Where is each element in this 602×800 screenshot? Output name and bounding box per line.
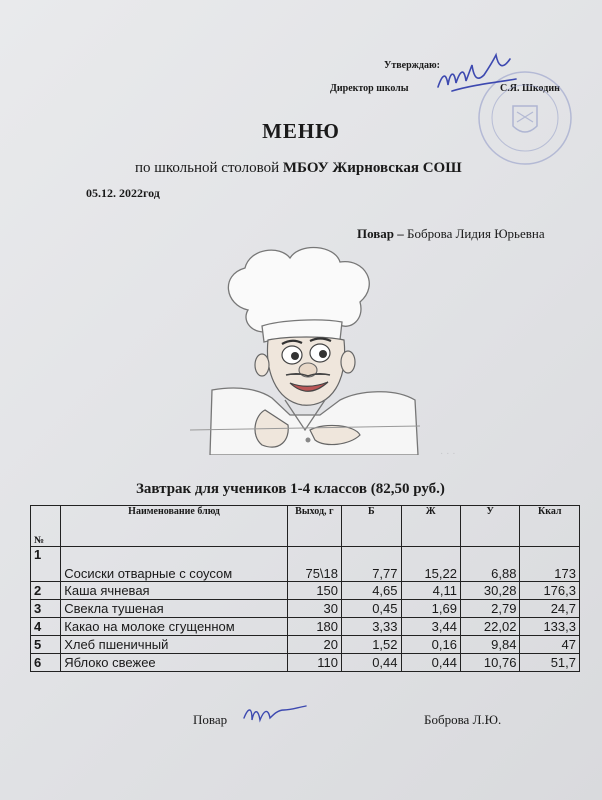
header-name: Наименование блюд [61, 506, 287, 547]
table-row [31, 600, 580, 618]
cell-u: 6,88 [460, 547, 519, 582]
cell-name: Какао на молоке сгущенном [61, 618, 287, 636]
cook-signature [240, 696, 310, 731]
director-signature [432, 45, 522, 105]
table-row [31, 618, 580, 636]
meal-title: Завтрак для учеников 1-4 классов (82,50 руб.) [136, 481, 445, 497]
cell-zh: 0,16 [401, 636, 460, 654]
cell-num: 6 [31, 654, 61, 672]
cell-zh: 0,44 [401, 654, 460, 672]
cell-kcal: 24,7 [520, 600, 580, 618]
cook-label: Повар – [357, 226, 408, 241]
cell-b: 4,65 [342, 582, 401, 600]
cell-zh: 4,11 [401, 582, 460, 600]
cell-name: Яблоко свежее [61, 654, 287, 672]
cell-name: Хлеб пшеничный [61, 636, 287, 654]
cell-u: 22,02 [460, 618, 519, 636]
subtitle-prefix: по школьной столовой [135, 160, 283, 176]
header-b: Б [342, 506, 401, 547]
cell-num: 4 [31, 618, 61, 636]
page-title: МЕНЮ [262, 119, 340, 143]
cell-kcal: 47 [520, 636, 580, 654]
cell-name: Каша ячневая [61, 582, 287, 600]
header-yield: Выход, г [287, 506, 341, 547]
cell-num: 1 [31, 547, 61, 582]
cell-u: 30,28 [460, 582, 519, 600]
cell-num: 3 [31, 600, 61, 618]
cell-b: 1,52 [342, 636, 401, 654]
school-name: МБОУ Жирновская СОШ [282, 160, 462, 176]
cell-name: Сосиски отварные с соусом [61, 547, 287, 582]
cell-yield: 150 [287, 582, 341, 600]
cell-u: 2,79 [460, 600, 519, 618]
cell-name: Свекла тушеная [61, 600, 287, 618]
cell-kcal: 176,3 [520, 582, 580, 600]
cell-kcal: 173 [520, 547, 580, 582]
cell-b: 0,45 [342, 600, 401, 618]
cell-num: 5 [31, 636, 61, 654]
cook-name: Боброва Лидия Юрьевна [407, 226, 545, 241]
director-label: Директор школы [330, 83, 409, 94]
footer-cook-label: Повар [193, 712, 228, 727]
cell-yield: 75\18 [287, 547, 341, 582]
header-num: № [31, 506, 61, 547]
cell-zh: 3,44 [401, 618, 460, 636]
cell-kcal: 51,7 [520, 654, 580, 672]
cell-zh: 15,22 [401, 547, 460, 582]
header-kcal: Ккал [520, 506, 580, 547]
cell-zh: 1,69 [401, 600, 460, 618]
approve-label: Утверждаю: [384, 60, 440, 71]
cell-num: 2 [31, 582, 61, 600]
cell-yield: 20 [287, 636, 341, 654]
cell-u: 10,76 [460, 654, 519, 672]
menu-date: 05.12. 2022год [86, 186, 160, 200]
footer-cook-name: Боброва Л.Ю. [424, 712, 502, 727]
cell-yield: 110 [287, 654, 341, 672]
header-zh: Ж [401, 506, 460, 547]
faint-background-text: · · · [440, 448, 456, 459]
cell-b: 0,44 [342, 654, 401, 672]
chef-illustration [190, 240, 420, 455]
table-row [31, 582, 580, 600]
subtitle [135, 160, 462, 177]
table-header-row [31, 506, 580, 547]
table-row [31, 636, 580, 654]
cell-b: 3,33 [342, 618, 401, 636]
table-row [31, 547, 580, 582]
cell-u: 9,84 [460, 636, 519, 654]
header-u: У [460, 506, 519, 547]
cell-kcal: 133,3 [520, 618, 580, 636]
cell-yield: 180 [287, 618, 341, 636]
cell-b: 7,77 [342, 547, 401, 582]
table-row [31, 654, 580, 672]
director-name: С.Я. Шкодин [500, 83, 560, 94]
cell-yield: 30 [287, 600, 341, 618]
menu-table [30, 505, 580, 672]
